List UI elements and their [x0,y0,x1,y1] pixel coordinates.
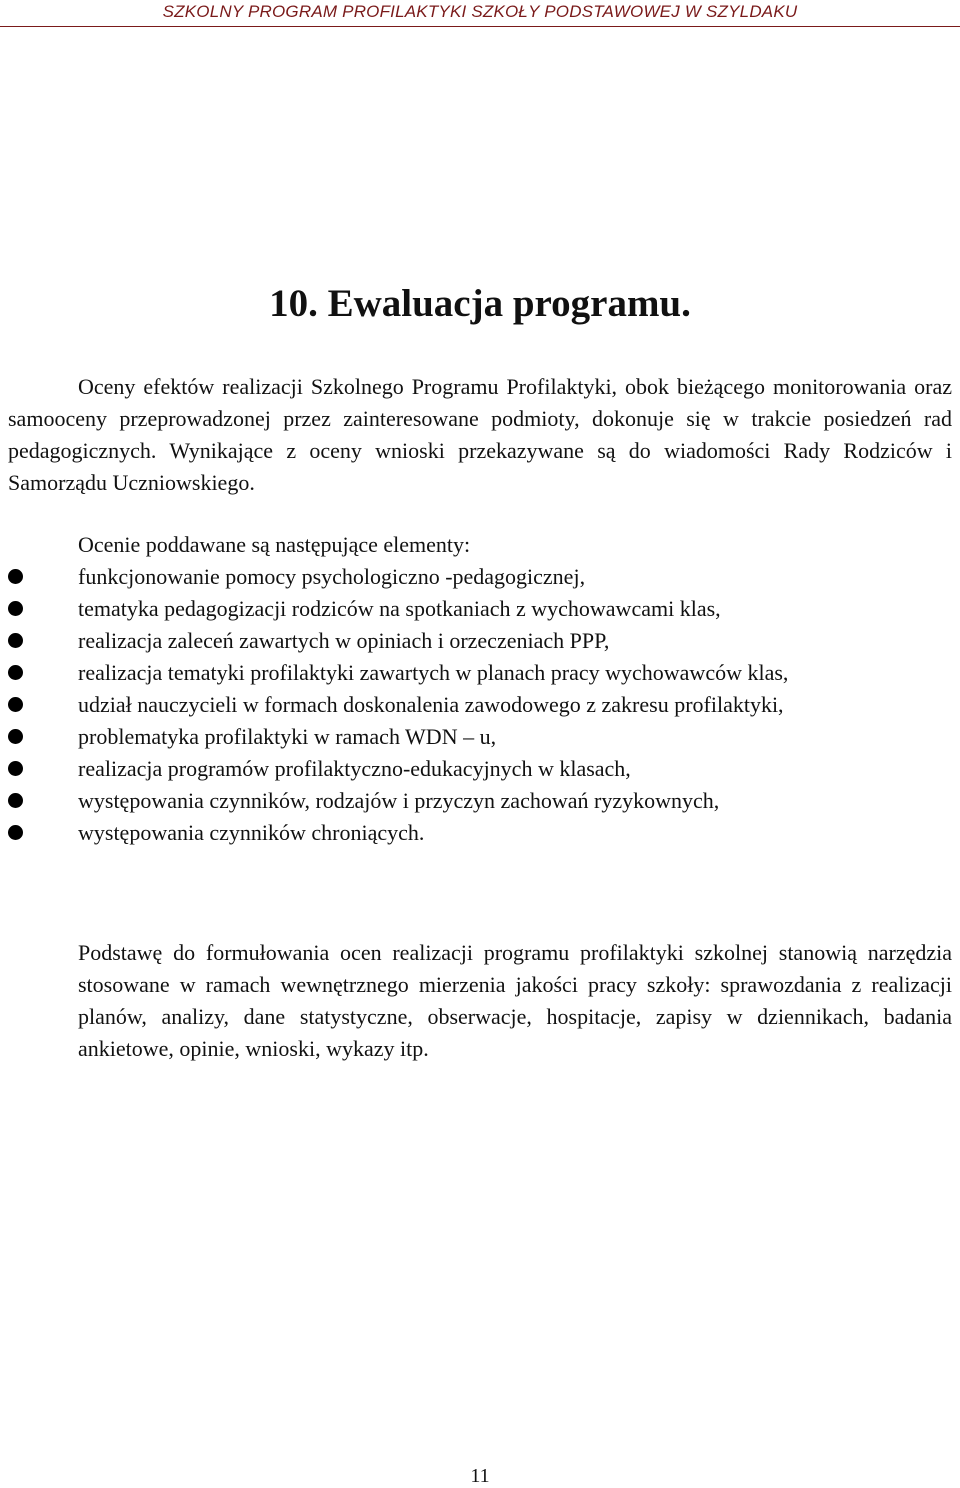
list-lead: Ocenie poddawane są następujące elementy: [78,532,471,557]
list-item-text: realizacja tematyki profilaktyki zawartych w planach pracy wychowawców klas, [78,660,789,685]
list-item [0,561,930,593]
bullet-icon [8,761,23,776]
list-item [0,817,930,849]
list-item-text: występowania czynników chroniących. [78,820,425,845]
bullet-icon [8,569,23,584]
running-header: SZKOLNY PROGRAM PROFILAKTYKI SZKOŁY PODSTAWOWEJ W SZYLDAKU [0,0,960,27]
page-number: 11 [470,1465,490,1487]
list-item-text: realizacja programów profilaktyczno-edukacyjnych w klasach, [78,756,631,781]
intro-paragraph: Oceny efektów realizacji Szkolnego Programu Profilaktyki, obok bieżącego monitorowania oraz samooceny przeprowadzonej przez zainteresowane podmioty, dokonuje się w trakcie posiedzeń rad pedagogicznych. Wynikające z oceny wnioski przekazywane są do wiadomości Rady Rodziców i Samorządu Uczniowskiego. [8,374,952,495]
bullet-icon [8,665,23,680]
bullet-icon [8,729,23,744]
list-item [0,689,930,721]
list-item [0,593,930,625]
list-item-text: problematyka profilaktyki w ramach WDN – u, [78,724,497,749]
bullet-icon [8,697,23,712]
list-item-text: udział nauczycieli w formach doskonalenia zawodowego z zakresu profilaktyki, [78,692,784,717]
list-item [0,625,930,657]
list-item-text: realizacja zaleceń zawartych w opiniach i orzeczeniach PPP, [78,628,610,653]
bullet-icon [8,601,23,616]
list-item [0,721,930,753]
section-title: 10. Ewaluacja programu. [269,282,691,325]
list-item [0,753,930,785]
bullet-icon [8,633,23,648]
list-item-text: występowania czynników, rodzajów i przyczyn zachowań ryzykownych, [78,788,720,813]
list-item [0,785,930,817]
bullet-icon [8,793,23,808]
evaluation-elements-list [0,561,930,849]
list-item [0,657,930,689]
list-item-text: funkcjonowanie pomocy psychologiczno -pedagogicznej, [78,564,586,589]
bullet-icon [8,825,23,840]
list-item-text: tematyka pedagogizacji rodziców na spotkaniach z wychowawcami klas, [78,596,721,621]
closing-paragraph: Podstawę do formułowania ocen realizacji programu profilaktyki szkolnej stanowią narzędzia stosowane w ramach wewnętrznego mierzenia jakości pracy szkoły: sprawozdania z realizacji planów, analizy, dane statystyczne, obserwacje, hospitacje, zapisy w dziennikach, badania ankietowe, opinie, wnioski, wykazy itp. [78,940,952,1061]
